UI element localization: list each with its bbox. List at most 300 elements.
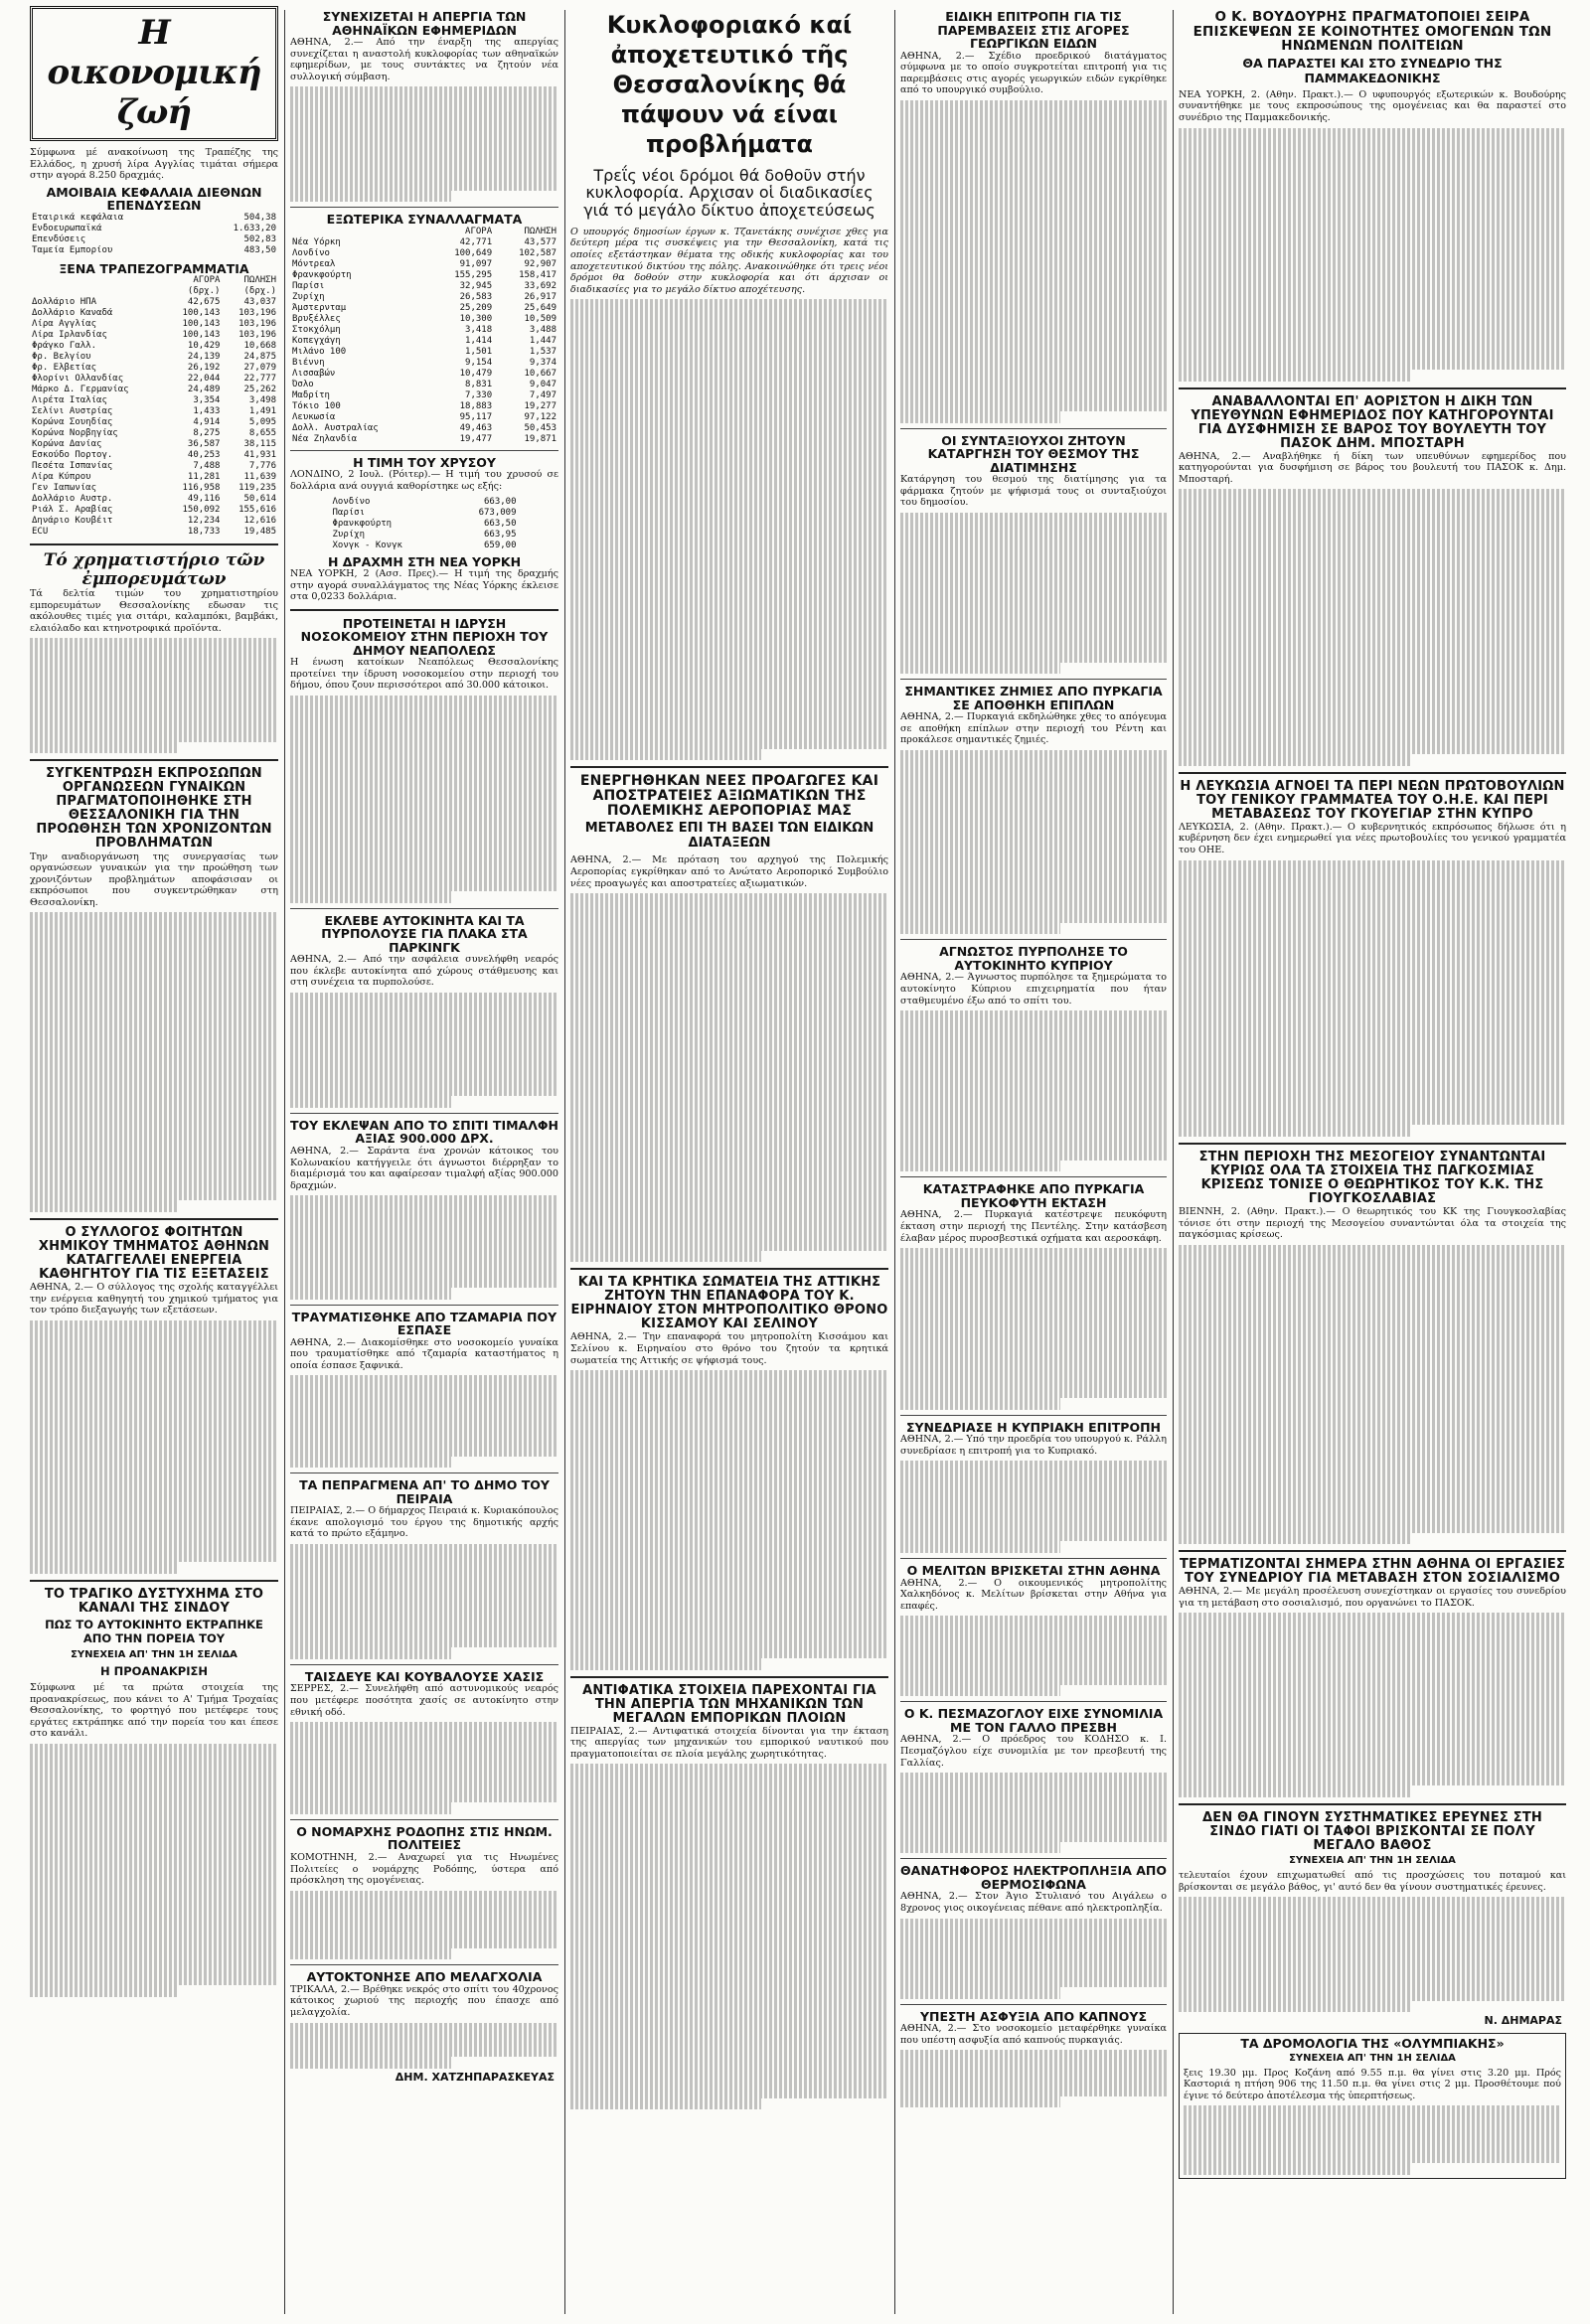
row-label: Παρίσι bbox=[292, 280, 325, 291]
text-line bbox=[1179, 1009, 1566, 1021]
voudouris-filler bbox=[1179, 128, 1566, 382]
divider bbox=[900, 939, 1167, 940]
accident-text: Σύμφωνα μέ τα πρώτα στοιχεία της προανακρίσεως, που κάνει το Α' Τμήμα Τροχαίας Θεσσαλονίκης, το φορτηγό που μετέφερε τους εργάτες εκτράπηκε από την πορεία του και έπεσε στο κανάλι. bbox=[30, 1681, 278, 1740]
arrest-filler bbox=[290, 1722, 558, 1814]
text-line bbox=[570, 668, 888, 680]
column-header: ΠΩΛΗΣΗ bbox=[243, 275, 276, 286]
text-line bbox=[290, 133, 558, 145]
text-line bbox=[1179, 941, 1566, 953]
row-value: 10,479 bbox=[459, 368, 493, 379]
text-line bbox=[1179, 1314, 1566, 1325]
row-value: 659,00 bbox=[483, 540, 517, 550]
text-line bbox=[570, 2052, 888, 2064]
text-line bbox=[30, 994, 278, 1006]
text-line bbox=[570, 1624, 888, 1635]
text-line bbox=[900, 1507, 1167, 1519]
text-line bbox=[1179, 1394, 1566, 1406]
text-line bbox=[290, 1230, 558, 1242]
text-line bbox=[1179, 987, 1566, 999]
socialism-text: ΑΘΗΝΑ, 2.— Με μεγάλη προσέλευση συνεχίστηκαν οι εργασίες του συνεδρίου για τη μετάβαση στο σοσιαλισμό, που οργανώνει το ΠΑΣΟΚ. bbox=[1179, 1586, 1566, 1609]
text-line bbox=[290, 1422, 558, 1434]
text-line bbox=[570, 1008, 888, 1020]
text-line bbox=[1179, 1647, 1566, 1659]
text-line bbox=[900, 1138, 1167, 1150]
text-line bbox=[1179, 1268, 1566, 1280]
text-line bbox=[1179, 1636, 1566, 1648]
drachma-text: ΝΕΑ ΥΟΡΚΗ, 2 (Ασσ. Πρες).— Η τιμή της δραχμής στην αγορά συναλλάγματος της Νέας Υόρκης έκλεισε στα 0,0233 δολλάρια. bbox=[290, 568, 558, 603]
text-line bbox=[1179, 1909, 1566, 1921]
text-line bbox=[1184, 2152, 1561, 2164]
divider bbox=[900, 1176, 1167, 1177]
text-line bbox=[570, 1787, 888, 1799]
row-value: 97,122 bbox=[524, 411, 556, 422]
text-line bbox=[900, 865, 1167, 877]
text-line bbox=[1179, 1659, 1566, 1671]
text-line bbox=[290, 2046, 558, 2058]
row-value: 92,907 bbox=[524, 258, 556, 269]
text-line bbox=[570, 737, 888, 749]
text-line bbox=[1179, 312, 1566, 324]
text-line bbox=[30, 1493, 278, 1505]
nomarch-text: ΚΟΜΟΤΗΝΗ, 2.— Αναχωρεί για τις Ηνωμένες Πολιτείες ο νομάρχης Ροδόπης, ύστερα από πρόσκληση της ομογένειας. bbox=[290, 1851, 558, 1887]
text-line bbox=[1179, 1337, 1566, 1349]
table-row bbox=[30, 516, 278, 527]
text-line bbox=[900, 2096, 1060, 2108]
text-line bbox=[1179, 883, 1566, 895]
table-row bbox=[30, 308, 278, 319]
text-line bbox=[30, 1378, 278, 1390]
text-line bbox=[1179, 662, 1566, 674]
text-line bbox=[1179, 277, 1566, 289]
text-line bbox=[900, 1340, 1167, 1352]
text-line bbox=[570, 357, 888, 369]
text-line bbox=[900, 819, 1167, 831]
table-row bbox=[30, 439, 278, 450]
row-label: Ταμεία Εμπορίου bbox=[32, 244, 113, 255]
row-value: 43,037 bbox=[243, 297, 276, 308]
melitos-headline: Ο ΜΕΛΙΤΩΝ ΒΡΙΣΚΕΤΑΙ ΣΤΗΝ ΑΘΗΝΑ bbox=[906, 1563, 1161, 1578]
text-line bbox=[1179, 1452, 1566, 1464]
text-line bbox=[570, 1868, 888, 1880]
text-line bbox=[900, 1830, 1167, 1842]
table-row bbox=[30, 395, 278, 406]
text-line bbox=[30, 1177, 278, 1189]
text-line bbox=[900, 2074, 1167, 2086]
text-line bbox=[900, 1352, 1167, 1364]
text-line bbox=[290, 1722, 558, 1734]
table-header bbox=[30, 275, 278, 286]
text-line bbox=[290, 1647, 451, 1659]
row-value: 1,491 bbox=[248, 406, 276, 417]
text-line bbox=[570, 725, 888, 737]
voudouris-text: ΝΕΑ ΥΟΡΚΗ, 2. (Αθην. Πρακτ.).— Ο υφυπουργός εξωτερικών κ. Βουδούρης συναντήθηκε με τους εκπροσώπους της ομογένειας και θα παραστεί στο συνέδριο της Παμμακεδονικής. bbox=[1179, 88, 1566, 123]
text-line bbox=[30, 1562, 179, 1574]
text-line bbox=[570, 1089, 888, 1101]
column-1 bbox=[30, 0, 278, 2324]
text-line bbox=[30, 1767, 278, 1779]
text-line bbox=[290, 891, 451, 903]
text-line bbox=[570, 1891, 888, 1903]
text-line bbox=[900, 399, 1167, 411]
accident-headline: ΤΟ ΤΡΑΓΙΚΟ ΔΥΣΤΥΧΗΜΑ ΣΤΟ ΚΑΝΑΛΙ ΤΗΣ ΣΙΝΔΟΥ bbox=[44, 1586, 264, 1616]
text-line bbox=[30, 1143, 278, 1155]
text-line bbox=[570, 1948, 888, 1960]
row-value: 12,234 bbox=[187, 516, 221, 527]
pesmazoglou-text: ΑΘΗΝΑ, 2.— Ο πρόεδρος του ΚΟΔΗΣΟ κ. Ι. Πεσμαζόγλου είχε συνομιλία με τον πρεσβευτή της Γαλλίας. bbox=[900, 1734, 1167, 1769]
trial-headline: ΑΝΑΒΑΛΛΟΝΤΑΙ ΕΠ' ΑΟΡΙΣΤΟΝ Η ΔΙΚΗ ΤΩΝ ΥΠΕΥΘΥΝΩΝ ΕΦΗΜΕΡΙΔΟΣ ΠΟΥ ΚΑΤΗΓΟΡΟΥΝΤΑΙ ΓΙΑ ΔΥΣΦΗΜΙΣΗ ΣΕ ΒΑΡΟΣ ΤΟΥ ΒΟΥΛΕΥΤΗ ΤΟΥ ΠΑΣΟΚ ΔΗΜ. ΜΠΟΣΤΑΡΗ bbox=[1191, 393, 1554, 451]
text-line bbox=[1179, 1740, 1566, 1752]
text-line bbox=[900, 761, 1167, 773]
text-line bbox=[570, 299, 888, 311]
text-line bbox=[570, 1497, 888, 1509]
text-line bbox=[570, 1589, 888, 1601]
students-filler bbox=[30, 1320, 278, 1574]
text-line bbox=[570, 1879, 888, 1891]
text-line bbox=[570, 634, 888, 646]
text-line bbox=[290, 846, 558, 857]
row-label: Κορώνα Δανίας bbox=[32, 439, 102, 450]
row-value: 19,485 bbox=[243, 527, 276, 538]
text-line bbox=[900, 831, 1167, 843]
text-line bbox=[30, 650, 278, 662]
text-line bbox=[30, 638, 278, 650]
fees-text: ΠΕΙΡΑΙΑΣ, 2.— Ο δήμαρχος Πειραιά κ. Κυριακόπουλος έκανε απολογισμό του έργου της δημοτικής αρχής κατά το πρώτο εξάμηνο. bbox=[290, 1505, 558, 1540]
table-row bbox=[30, 245, 278, 256]
text-line bbox=[1179, 708, 1566, 720]
drachma-headline: Η ΔΡΑΧΜΗ ΣΤΗ ΝΕΑ ΥΟΡΚΗ bbox=[327, 553, 522, 569]
text-line bbox=[290, 1891, 558, 1903]
text-line bbox=[570, 974, 888, 986]
text-line bbox=[900, 663, 1060, 675]
text-line bbox=[1179, 616, 1566, 628]
text-line bbox=[900, 1045, 1167, 1057]
text-line bbox=[1179, 1486, 1566, 1498]
column-rule bbox=[1173, 10, 1174, 2314]
cyprus-text: ΑΘΗΝΑ, 2.— Υπό την προεδρία του υπουργού κ. Ράλλη συνεδρίασε η επιτροπή για το Κυπριακό. bbox=[900, 1434, 1167, 1457]
text-line bbox=[1179, 1044, 1566, 1056]
crisis-filler bbox=[1179, 1245, 1566, 1544]
row-label: Φλορίνι Ολλανδίας bbox=[32, 374, 124, 385]
melitos-filler bbox=[900, 1616, 1167, 1696]
text-line bbox=[290, 1038, 558, 1050]
row-label: Λιρέτα Ιταλίας bbox=[32, 395, 107, 406]
ships-text: ΠΕΙΡΑΙΑΣ, 2.— Αντιφατικά στοιχεία δίνονται για την έκταση της απεργίας των μηχανικών του εμπορικού ναυτικού που πραγματοποιείται σε πλοία μεγάλης χωρητικότητας. bbox=[570, 1725, 888, 1760]
text-line bbox=[570, 1508, 888, 1520]
text-line bbox=[900, 377, 1167, 388]
crisis-text: ΒΙΕΝΝΗ, 2. (Αθην. Πρακτ.).— Ο θεωρητικός του ΚΚ της Γιουγκοσλαβίας τόνισε ότι στην περιοχή της Μεσογείου συναντώνται όλα τα στοιχεία της παγκόσμιας κρίσεως. bbox=[1179, 1205, 1566, 1241]
text-line bbox=[30, 1985, 179, 1997]
row-label: Πεσέτα Ισπανίας bbox=[32, 461, 113, 472]
row-label: Τόκιο 100 bbox=[292, 400, 341, 411]
exchange-headline: Τό χρηματιστήριο τῶν ἐμπορευμάτων bbox=[43, 550, 265, 589]
text-line bbox=[1179, 1125, 1411, 1137]
text-line bbox=[570, 1555, 888, 1567]
text-line bbox=[290, 730, 558, 742]
text-line bbox=[1179, 1475, 1566, 1487]
fees-filler bbox=[290, 1544, 558, 1659]
text-line bbox=[30, 673, 278, 685]
column-4 bbox=[900, 0, 1167, 2324]
divider bbox=[900, 1701, 1167, 1702]
text-line bbox=[900, 1662, 1167, 1674]
text-line bbox=[30, 1516, 278, 1528]
row-value: 8,831 bbox=[465, 379, 493, 389]
olympic-filler bbox=[1184, 2105, 1561, 2175]
asphyx-filler bbox=[900, 2050, 1167, 2107]
text-line bbox=[900, 1638, 1167, 1650]
text-line bbox=[570, 1124, 888, 1136]
text-line bbox=[570, 1463, 888, 1474]
row-label: Χονγκ - Κονγκ bbox=[332, 540, 402, 550]
text-line bbox=[900, 1317, 1167, 1329]
text-line bbox=[900, 639, 1167, 651]
text-line bbox=[1179, 999, 1566, 1010]
text-line bbox=[570, 2075, 888, 2087]
row-value: 1,414 bbox=[465, 335, 493, 346]
text-line bbox=[30, 1928, 278, 1939]
text-line bbox=[30, 1812, 278, 1824]
row-value: 483,50 bbox=[243, 244, 276, 255]
text-line bbox=[900, 227, 1167, 238]
row-label: ECU bbox=[32, 527, 49, 538]
row-value: 10,668 bbox=[243, 341, 276, 352]
table-row bbox=[290, 347, 558, 358]
row-value: 19,277 bbox=[524, 400, 556, 411]
text-line bbox=[1179, 1325, 1566, 1337]
row-label: Φρανκφούρτη bbox=[332, 518, 393, 529]
text-line bbox=[290, 1625, 558, 1636]
asphyx-text: ΑΘΗΝΑ, 2.— Στο νοσοκομείο μεταφέρθηκε γυναίκα που υπέστη ασφυξία από καπνούς πυρκαγιάς. bbox=[900, 2023, 1167, 2046]
divider bbox=[1179, 1550, 1566, 1552]
text-line bbox=[290, 1745, 558, 1757]
text-line bbox=[570, 2006, 888, 2018]
row-value: 91,097 bbox=[459, 258, 493, 269]
main-filler bbox=[570, 299, 888, 760]
text-line bbox=[1179, 1256, 1566, 1268]
row-value: 38,115 bbox=[243, 439, 276, 450]
text-line bbox=[30, 1097, 278, 1109]
text-line bbox=[1179, 964, 1566, 976]
text-line bbox=[900, 773, 1167, 785]
text-line bbox=[1179, 1067, 1566, 1079]
text-line bbox=[1184, 2163, 1410, 2175]
text-line bbox=[1179, 1102, 1566, 1114]
row-value: 103,196 bbox=[238, 330, 276, 341]
table-row bbox=[30, 417, 278, 428]
divider bbox=[290, 1113, 558, 1114]
table-row bbox=[30, 234, 278, 245]
row-value: 40,253 bbox=[187, 450, 221, 461]
text-line bbox=[30, 947, 278, 959]
text-line bbox=[570, 714, 888, 726]
text-line bbox=[30, 936, 278, 948]
text-line bbox=[900, 250, 1167, 262]
text-line bbox=[570, 1204, 888, 1216]
text-line bbox=[1179, 754, 1411, 766]
row-value: 1,447 bbox=[529, 335, 556, 346]
banknotes-table bbox=[30, 275, 278, 538]
text-line bbox=[1179, 1897, 1566, 1909]
text-line bbox=[900, 524, 1167, 536]
text-line bbox=[570, 1020, 888, 1032]
text-line bbox=[290, 776, 558, 788]
text-line bbox=[1179, 1360, 1566, 1372]
text-line bbox=[1179, 1977, 1566, 1989]
text-line bbox=[1179, 1728, 1566, 1740]
text-line bbox=[570, 461, 888, 473]
text-line bbox=[290, 86, 558, 98]
students-headline: Ο ΣΥΛΛΟΓΟΣ ΦΟΙΤΗΤΩΝ ΧΗΜΙΚΟΥ ΤΜΗΜΑΤΟΣ ΑΘΗΝΩΝ ΚΑΤΑΓΓΕΛΛΕΙ ΕΝΕΡΓΕΙΑ ΚΑΘΗΓΗΤΟΥ ΓΙΑ ΤΙΣ ΕΞΕΤΑΣΕΙΣ bbox=[38, 1224, 270, 1282]
text-line bbox=[900, 331, 1167, 343]
main-subhead: Τρεΐς νέοι δρόμοι θά δοθοῦν στήν κυκλοφορία. Αρχισαν οἱ διαδικασίες γιά τό μεγάλο δίκτυο ἀποχετεύσεως bbox=[583, 166, 875, 220]
text-line bbox=[290, 98, 558, 110]
table-row bbox=[290, 259, 558, 270]
text-line bbox=[1179, 731, 1566, 743]
row-value: 155,616 bbox=[238, 505, 276, 516]
main-headline: Κυκλοφοριακό καί ἀποχετευτικό τῆς Θεσσαλονίκης θά πάψουν νά είναι προβλήματα bbox=[606, 11, 853, 158]
crisis-headline: ΣΤΗΝ ΠΕΡΙΟΧΗ ΤΗΣ ΜΕΣΟΓΕΙΟΥ ΣΥΝΑΝΤΩΝΤΑΙ ΚΥΡΙΩΣ ΟΛΑ ΤΑ ΣΤΟΙΧΕΙΑ ΤΗΣ ΠΑΓΚΟΣΜΙΑΣ ΚΡΙΣΕΩΣ ΤΟΝΙΣΕ Ο ΘΕΩΡΗΤΙΚΟΣ ΤΟΥ Κ.Κ. ΤΗΣ ΓΙΟΥΓΚΟΣΛΑΒΙΑΣ bbox=[1198, 1149, 1546, 1206]
text-line bbox=[570, 1417, 888, 1429]
row-value: 49,463 bbox=[459, 422, 493, 433]
divider bbox=[290, 1964, 558, 1965]
text-line bbox=[290, 110, 558, 122]
text-line bbox=[570, 893, 888, 905]
text-line bbox=[1179, 906, 1566, 918]
robbery-text: ΑΘΗΝΑ, 2.— Σαράντα ένα χρονών κάτοικος του Κολωνακίου κατήγγειλε ότι άγνωστοι διέρρηξαν το διαμέρισμά του και αφαίρεσαν τιμαλφή αξίας 900.000 δραχμών. bbox=[290, 1145, 558, 1191]
text-line bbox=[900, 1091, 1167, 1103]
row-label: Νέα Υόρκη bbox=[292, 236, 341, 247]
row-value: 24,139 bbox=[187, 352, 221, 363]
text-line bbox=[900, 547, 1167, 559]
byline: ΔΗΜ. ΧΑΤΖΗΠΑΡΑΣΚΕΥΑΣ bbox=[395, 2070, 555, 2084]
row-value: 25,262 bbox=[243, 385, 276, 395]
text-line bbox=[1179, 1509, 1566, 1521]
text-line bbox=[30, 1120, 278, 1132]
text-line bbox=[570, 552, 888, 564]
divider bbox=[1179, 1143, 1566, 1145]
text-line bbox=[570, 645, 888, 657]
text-line bbox=[900, 1919, 1167, 1931]
fire1-headline: ΣΗΜΑΝΤΙΚΕΣ ΖΗΜΙΕΣ ΑΠΟ ΠΥΡΚΑΓΙΑ ΣΕ ΑΠΟΘΗΚΗ ΕΠΙΠΛΩΝ bbox=[904, 684, 1163, 712]
text-line bbox=[570, 1833, 888, 1845]
text-line bbox=[900, 2050, 1167, 2062]
table-row bbox=[290, 336, 558, 347]
text-line bbox=[290, 1277, 558, 1289]
suicide-text: ΤΡΙΚΑΛΑ, 2.— Βρέθηκε νεκρός στο σπίτι του 40χρονος κάτοικος χωριού της περιοχής που έπασχε από μελαγχολία. bbox=[290, 1983, 558, 2018]
row-value: 8,655 bbox=[248, 428, 276, 439]
text-line bbox=[1179, 254, 1566, 266]
text-line bbox=[570, 622, 888, 634]
text-line bbox=[1179, 1090, 1566, 1102]
row-value: 50,453 bbox=[524, 422, 556, 433]
text-line bbox=[900, 570, 1167, 582]
divider bbox=[290, 450, 558, 451]
robbery-headline: ΤΟΥ ΕΚΛΕΨΑΝ ΑΠΟ ΤΟ ΣΠΙΤΙ ΤΙΜΑΛΦΗ ΑΞΙΑΣ 900.000 ΔΡΧ. bbox=[290, 1117, 558, 1147]
text-line bbox=[30, 959, 278, 971]
row-value: 119,235 bbox=[238, 483, 276, 494]
text-line bbox=[1179, 347, 1566, 359]
text-line bbox=[1179, 1079, 1566, 1091]
text-line bbox=[900, 1461, 1167, 1472]
text-line bbox=[30, 1132, 278, 1144]
text-line bbox=[570, 1147, 888, 1159]
text-line bbox=[1179, 558, 1566, 570]
text-line bbox=[900, 1685, 1060, 1697]
strike-headline: ΣΥΝΕΧΙΖΕΤΑΙ Η ΑΠΕΡΓΙΑ ΤΩΝ ΑΘΗΝΑΪΚΩΝ ΕΦΗΜΕΡΙΔΩΝ bbox=[322, 9, 527, 38]
text-line bbox=[290, 1567, 558, 1579]
text-line bbox=[900, 1964, 1167, 1976]
text-line bbox=[900, 273, 1167, 285]
text-line bbox=[290, 1457, 451, 1469]
text-line bbox=[570, 657, 888, 669]
text-line bbox=[1184, 2105, 1561, 2117]
text-line bbox=[1179, 1682, 1566, 1694]
socialism-filler bbox=[1179, 1613, 1566, 1797]
row-label: Βιέννη bbox=[292, 357, 325, 368]
exchange-text: Τά δελτία τιμών του χρηματιστηρίου εμπορευμάτων Θεσσαλονίκης εδωσαν τις ακόλουθες τιμές για σιτάρι, καλαμπόκι, βαμβάκι, ελαιόλαδο και κτηνοτροφικά προϊόντα. bbox=[30, 588, 278, 634]
text-line bbox=[570, 2098, 761, 2110]
text-line bbox=[900, 1363, 1167, 1375]
row-label: Επενδύσεις bbox=[32, 233, 86, 244]
table-row bbox=[30, 224, 278, 234]
text-line bbox=[900, 1472, 1167, 1484]
text-line bbox=[1179, 952, 1566, 964]
text-line bbox=[30, 1166, 278, 1178]
text-line bbox=[290, 1579, 558, 1591]
text-line bbox=[290, 1253, 558, 1265]
row-label: Άμστερνταμ bbox=[292, 302, 347, 313]
text-line bbox=[1179, 1383, 1566, 1395]
row-label: Ενδοευρωπαϊκά bbox=[32, 223, 102, 233]
row-value: 1,537 bbox=[529, 346, 556, 357]
text-line bbox=[30, 1039, 278, 1051]
text-line bbox=[290, 1062, 558, 1074]
text-line bbox=[1179, 1406, 1566, 1418]
text-line bbox=[570, 1382, 888, 1394]
row-value: 7,497 bbox=[529, 389, 556, 400]
text-line bbox=[1179, 335, 1566, 347]
text-line bbox=[570, 2041, 888, 2053]
text-line bbox=[1179, 266, 1566, 278]
charter-headline: ΟΙ ΣΥΝΤΑΞΙΟΥΧΟΙ ΖΗΤΟΥΝ ΚΑΤΑΡΓΗΣΗ ΤΟΥ ΘΕΣΜΟΥ ΤΗΣ ΔΙΑΤΙΜΗΣΗΣ bbox=[927, 432, 1140, 475]
text-line bbox=[290, 1050, 558, 1062]
text-line bbox=[290, 868, 558, 880]
arrest-headline: ΤΑΙΣΔΕΥΕ ΚΑΙ ΚΟΥΒΑΛΟΥΣΕ ΧΑΣΙΣ bbox=[304, 1668, 545, 1684]
pesmazoglou-headline: Ο Κ. ΠΕΣΜΑΖΟΓΛΟΥ ΕΙΧΕ ΣΥΝΟΜΙΛΙΑ ΜΕ ΤΟΝ ΓΑΛΛΟ ΠΡΕΣΒΗ bbox=[903, 1706, 1164, 1735]
text-line bbox=[570, 1658, 761, 1670]
text-line bbox=[1179, 139, 1566, 151]
burn-filler bbox=[290, 993, 558, 1108]
text-line bbox=[30, 1894, 278, 1906]
row-value: 663,00 bbox=[483, 496, 517, 507]
text-line bbox=[900, 1627, 1167, 1639]
text-line bbox=[1179, 289, 1566, 301]
text-line bbox=[900, 911, 1167, 923]
table-row bbox=[30, 297, 278, 308]
text-line bbox=[30, 1389, 278, 1401]
text-line bbox=[1179, 1464, 1566, 1475]
masthead-intro: Σύμφωνα μέ ανακοίνωση της Τραπέζης της Ελλάδος, η χρυσή λίρα Αγγλίας τιμάται σήμερα στην αγορά 8.250 δραχμάς. bbox=[30, 147, 278, 182]
table-row bbox=[290, 237, 558, 248]
table-row bbox=[290, 325, 558, 336]
text-line bbox=[900, 536, 1167, 547]
text-line bbox=[290, 1734, 558, 1746]
divider bbox=[900, 428, 1167, 429]
text-line bbox=[290, 1590, 558, 1602]
text-line bbox=[1179, 197, 1566, 209]
tram-filler bbox=[290, 1375, 558, 1468]
melitos-text: ΑΘΗΝΑ, 2.— Ο οικουμενικός μητροπολίτης Χαλκηδόνος κ. Μελίτων βρίσκεται στην Αθήνα για επαφές. bbox=[900, 1577, 1167, 1612]
